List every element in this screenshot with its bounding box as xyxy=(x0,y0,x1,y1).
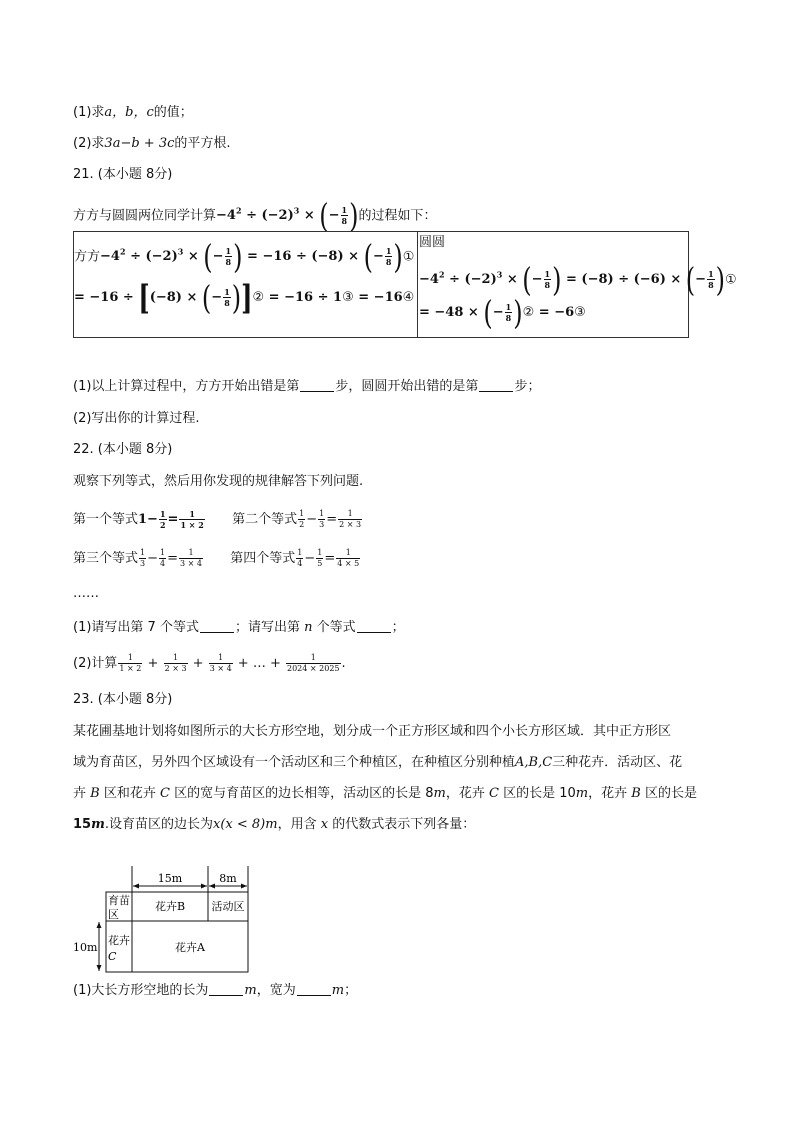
q23-p4-c: ，用含 xyxy=(277,817,317,832)
q23-p3-a: 卉 xyxy=(73,786,87,801)
yuanyuan-line1: $-4^2 \div (-2)^3$ × (− $\frac{1}{8}$ ) = (−8) ÷ (−6) × (− $\frac{1}{8}$ )① xyxy=(419,260,737,299)
q20-vars: a，b，c xyxy=(104,105,154,120)
q23-c2: C xyxy=(489,786,499,801)
q22-sub2-a: (2)计算 xyxy=(73,656,118,671)
q22-sub1-d: ； xyxy=(391,620,405,635)
answer-blank[interactable] xyxy=(300,377,334,392)
fangfang-step2: ② xyxy=(252,290,265,305)
fangfang-step1: ① xyxy=(402,249,415,265)
q21-sub1-a: (1)以上计算过程中，方方开始出错是第 xyxy=(73,379,300,394)
q23-sub1 xyxy=(73,981,357,1001)
q23-sub1-m1: m xyxy=(244,983,257,998)
q22-sub2: (2)计算 $\frac{1}{1 \times 2}$ + $\frac{1}{2 \times 3}$ + $\frac{1}{3 \times 4}$ + … + $\frac{1}{2024 \times 2025}$ . xyxy=(73,653,346,673)
q22-ellipsis: …… xyxy=(73,586,99,601)
q23-sub1-b: ，宽为 xyxy=(256,983,296,998)
fangfang-step4: ④ xyxy=(402,290,415,305)
flower-b-label: 花卉B xyxy=(154,900,186,913)
answer-blank[interactable] xyxy=(200,618,234,633)
q23-p3-b: 区和花卉 xyxy=(103,786,156,801)
q22-eq-row1: 第一个等式1− $\frac{1}{2}$ = $\frac{1}{1 \times 2}$ 第二个等式 $\frac{1}{2}$ − $\frac{1}{3}$ = $\frac{1}{2 \times 3}$ xyxy=(73,509,362,530)
q21-intro xyxy=(73,196,437,235)
q21-sub1-c: 步； xyxy=(514,379,541,394)
q21-intro-b: 的过程如下： xyxy=(358,208,437,224)
q22-sub1-c: 个等式 xyxy=(316,620,356,635)
q23-heading: 23. (本小题 8分) xyxy=(73,692,173,707)
q21-heading: 21. (本小题 8分) xyxy=(73,167,173,182)
garden-figure xyxy=(73,862,273,974)
q23-p2-a: 域为育苗区，另外四个区域设有一个活动区和三个种植区，在种植区分别种植 xyxy=(73,755,516,770)
q23-p4-d: 的代数式表示下列各量： xyxy=(332,817,476,832)
q20-expr: 3a−b + 3c xyxy=(104,136,175,151)
q22-n: n xyxy=(304,620,313,635)
q23-b: B xyxy=(90,786,100,801)
dim-8m: 8m xyxy=(219,872,237,885)
q23-abc: A,B,C xyxy=(515,755,553,770)
q23-p1: 某花圃基地计划将如图所示的大长方形空地，划分成一个正方形区域和四个小长方形区域．其中正方形区 xyxy=(73,724,672,739)
q22-heading: 22. (本小题 8分) xyxy=(73,442,173,457)
q20-part2-end: 的平方根. xyxy=(174,136,231,151)
q20-part1 xyxy=(73,103,193,123)
q23-sub1-m2: m xyxy=(331,983,345,998)
q23-x: x xyxy=(320,817,329,832)
eq2-label: 第二个等式 xyxy=(232,512,298,527)
q23-m3: m xyxy=(91,817,105,832)
q23-p3-f: ，花卉 xyxy=(588,786,628,801)
fangfang-line2: = −16 ÷ [(−8) × (− $\frac{1}{8}$ )]② = −16 ÷ 1③ = −16④ xyxy=(74,276,415,318)
calc-table xyxy=(73,231,737,338)
q23-p3-c: 区的宽与育苗区的边长相等，活动区的长是 8 xyxy=(174,786,434,801)
q23-m: m xyxy=(433,786,446,801)
q20-part1-end: 的值； xyxy=(153,105,193,120)
q20-part2-label: (2)求 xyxy=(73,136,105,151)
q23-p4-b: .设育苗区的边长为 xyxy=(104,817,213,832)
q23-sub1-a: (1)大长方形空地的长为 xyxy=(73,983,209,998)
q23-c: C xyxy=(160,786,170,801)
answer-blank[interactable] xyxy=(357,618,391,633)
flower-a-label: 花卉A xyxy=(175,941,205,954)
eq1-label: 第一个等式 xyxy=(73,512,139,527)
q23-15: 15 xyxy=(73,817,92,832)
dim-10m: 10m xyxy=(73,941,98,954)
yuanyuan-label: 圆圆 xyxy=(419,235,446,250)
q22-sub2-end: . xyxy=(341,656,346,671)
q23-x-expr: x(x < 8)m xyxy=(213,817,278,832)
dim-15m: 15m xyxy=(157,872,183,885)
q21-sub1-b: 步，圆圆开始出错的是第 xyxy=(335,379,479,394)
q23-sub1-c: ； xyxy=(344,983,358,998)
q22-sub1 xyxy=(73,618,405,638)
q23-b2: B xyxy=(631,786,641,801)
yuanyuan-step2: ② xyxy=(522,305,535,320)
table-divider xyxy=(417,232,418,337)
nursery-label-1: 育苗 xyxy=(108,894,130,907)
q21-sub2: (2)写出你的计算过程. xyxy=(73,411,200,426)
q23-p3-e: 区的长是 10 xyxy=(503,786,576,801)
fangfang-step3: ③ xyxy=(342,290,354,305)
yuanyuan-step3: ③ xyxy=(574,305,586,320)
fangfang-label: 方方 xyxy=(74,249,101,265)
eq4-label: 第四个等式 xyxy=(230,551,296,566)
q23-p2-b: 三种花卉．活动区、花 xyxy=(552,755,683,770)
q23-p3 xyxy=(73,784,697,804)
activity-label: 活动区 xyxy=(211,900,245,913)
q20-part2 xyxy=(73,134,231,154)
q22-intro: 观察下列等式，然后用你发现的规律解答下列问题. xyxy=(73,474,364,489)
fangfang-line1: 方方$-4^2 \div (-2)^3$ × (− $\frac{1}{8}$ ) = −16 ÷ (−8) × (− $\frac{1}{8}$ )① xyxy=(74,237,415,276)
answer-blank[interactable] xyxy=(209,981,243,996)
q23-p2 xyxy=(73,753,682,773)
q23-m2: m xyxy=(575,786,589,801)
nursery-label-2: 区 xyxy=(108,908,119,921)
flower-c-label-2: C xyxy=(108,950,117,963)
q23-p4 xyxy=(73,815,475,835)
flower-c-label-1: 花卉 xyxy=(108,934,130,947)
q23-p3-g: 区的长是 xyxy=(644,786,697,801)
eq3-label: 第三个等式 xyxy=(73,551,139,566)
q20-part1-label: (1)求 xyxy=(73,105,105,120)
yuanyuan-step1: ① xyxy=(725,272,737,288)
q22-sub1-a: (1)请写出第 7 个等式 xyxy=(73,620,199,635)
q22-eq-row2: 第三个等式 $\frac{1}{3}$ − $\frac{1}{4}$ = $\frac{1}{3 \times 4}$ 第四个等式 $\frac{1}{4}$ − $\frac{1}{5}$ = $\frac{1}{4 \times 5}$ xyxy=(73,548,360,568)
q21-sub1 xyxy=(73,377,540,397)
answer-blank[interactable] xyxy=(479,377,513,392)
answer-blank[interactable] xyxy=(297,981,331,996)
q22-sub1-b: ；请写出第 xyxy=(234,620,300,635)
q21-expression: $-4^2 \div (-2)^3$ × (− $\frac{1}{8}$ ) xyxy=(216,196,359,235)
yuanyuan-line2: = −48 × (− $\frac{1}{8}$ )② = −6③ xyxy=(419,293,586,332)
q23-p3-d: ，花卉 xyxy=(445,786,485,801)
q21-intro-a: 方方与圆圆两位同学计算 xyxy=(73,208,217,224)
